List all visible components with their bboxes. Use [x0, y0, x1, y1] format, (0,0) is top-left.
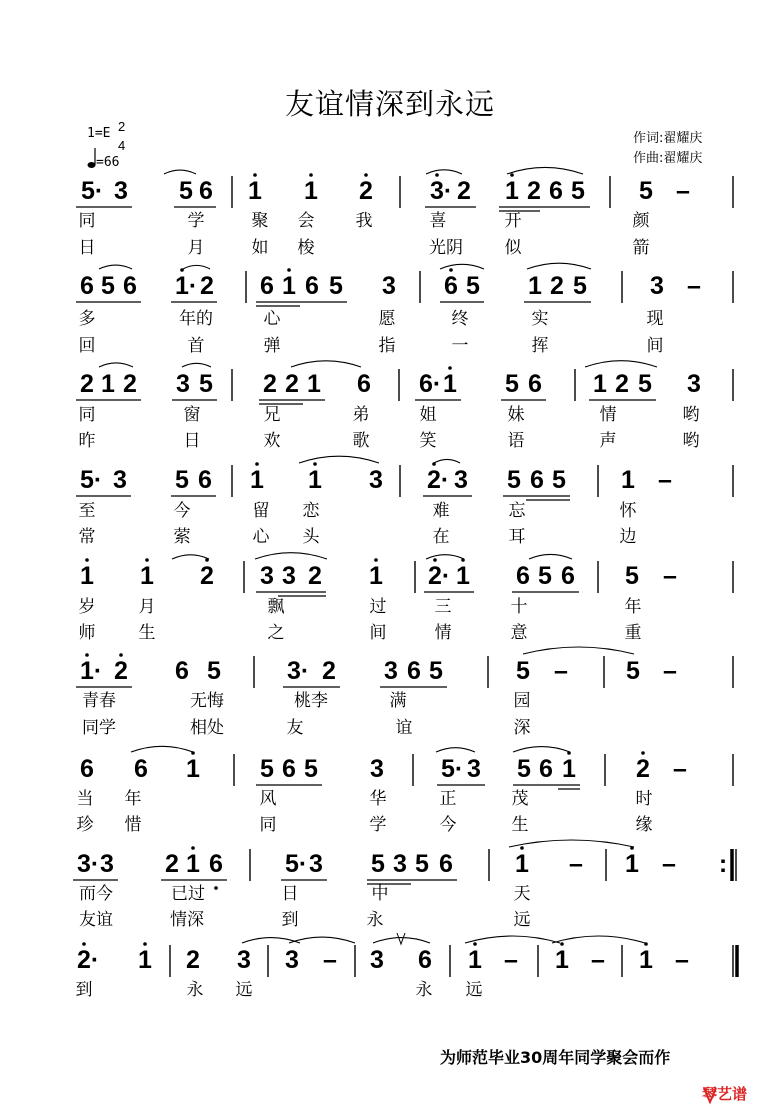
lyric-word: 年 — [624, 597, 642, 617]
lyric-word: 多 — [78, 309, 96, 329]
tempo-marking: =66 — [96, 155, 120, 170]
lyric-word: 生 — [511, 815, 529, 835]
note: 5 — [329, 272, 343, 300]
note: 3 — [114, 177, 128, 205]
lyric-word: 缘 — [635, 815, 653, 835]
note: 1 — [639, 946, 653, 974]
lyric-word: 难 — [432, 501, 450, 521]
note: 5 — [199, 370, 213, 398]
slur — [172, 555, 209, 559]
note: 5 — [179, 177, 193, 205]
note: · — [90, 850, 100, 878]
lyric-word: 如 — [251, 238, 269, 258]
lyric-word: 到 — [75, 980, 93, 1000]
note: 1 — [80, 657, 94, 685]
note: · — [432, 370, 442, 398]
note: 6 — [260, 272, 274, 300]
slur — [440, 264, 484, 269]
note: – — [662, 850, 676, 878]
lyric-word: 飘 — [267, 597, 285, 617]
note: 6 — [549, 177, 563, 205]
time-signature-bottom: 4 — [118, 138, 126, 153]
note: 1 — [101, 370, 115, 398]
note: 3 — [687, 370, 701, 398]
note: 1 — [175, 272, 189, 300]
lyric-word: 园 — [513, 691, 531, 711]
note: 6 — [357, 370, 371, 398]
note: – — [663, 562, 677, 590]
note: 5 — [573, 272, 587, 300]
lyric-word: 现 — [646, 309, 664, 329]
footer-dedication: 为师范毕业30周年同学聚会而作 — [440, 1048, 671, 1067]
note: 5 — [81, 177, 95, 205]
note: 3 — [260, 562, 274, 590]
lyric-word: 日 — [281, 884, 299, 904]
lyric-word: 姐 — [419, 405, 437, 425]
note: 3 — [393, 850, 407, 878]
note: 2 — [285, 370, 299, 398]
lyric-word: 师 — [78, 623, 96, 643]
note: 5 — [466, 272, 480, 300]
lyric-word: 过 — [369, 597, 387, 617]
note: 5 — [517, 755, 531, 783]
lyric-word: 时 — [635, 789, 653, 809]
note: 2 — [322, 657, 336, 685]
note: 2 — [80, 370, 94, 398]
lyric-word: 弟 — [352, 405, 370, 425]
slur — [523, 647, 634, 654]
lyric-word: 年的 — [179, 309, 213, 329]
note: 2 — [165, 850, 179, 878]
note: 6 — [134, 755, 148, 783]
note: 6 — [516, 562, 530, 590]
lyric-word: 生 — [138, 623, 156, 643]
low-octave-dot — [214, 886, 218, 890]
lyric-word: 远 — [235, 980, 253, 1000]
lyric-word: 同 — [78, 405, 96, 425]
note: 5 — [639, 177, 653, 205]
lyric-word: 边 — [619, 527, 637, 547]
note: 5 — [260, 755, 274, 783]
note: 5 — [371, 850, 385, 878]
note: 1 — [80, 562, 94, 590]
note: 5 — [516, 657, 530, 685]
lyric-word: 欢 — [263, 431, 281, 451]
slur — [436, 748, 475, 752]
note: 6 — [439, 850, 453, 878]
note: · — [454, 755, 464, 783]
note: : — [718, 850, 728, 878]
lyric-word: 光阴 — [429, 238, 463, 258]
note: 1 — [307, 370, 321, 398]
lyric-word: 今 — [173, 501, 191, 521]
note: 6 — [407, 657, 421, 685]
lyric-word: 谊 — [395, 718, 413, 738]
lyric-word: 已过 — [171, 884, 205, 904]
lyric-word: 耳 — [508, 527, 526, 547]
note: 3 — [100, 850, 114, 878]
composer-credit: 作曲:翟耀庆 — [633, 151, 703, 166]
lyric-word: 恋 — [302, 501, 320, 521]
slur — [465, 936, 560, 943]
note: 2 — [550, 272, 564, 300]
note: 1 — [562, 755, 576, 783]
lyric-word: 歌 — [352, 431, 370, 451]
slur — [164, 170, 196, 174]
slur — [509, 840, 634, 847]
note: 6 — [199, 177, 213, 205]
lyric-word: 月 — [138, 597, 156, 617]
note: 3 — [285, 946, 299, 974]
note: 3 — [382, 272, 396, 300]
slur — [183, 265, 210, 269]
slur — [434, 459, 460, 463]
note: 3 — [113, 466, 127, 494]
lyric-word: 喜 — [429, 211, 447, 231]
note: 1 — [515, 850, 529, 878]
lyric-word: 相处 — [190, 718, 224, 738]
lyric-word: 珍 — [76, 815, 94, 835]
note: 1 — [248, 177, 262, 205]
slur — [99, 363, 133, 367]
note: 6 — [123, 272, 137, 300]
note: 3 — [287, 657, 301, 685]
note: · — [90, 946, 100, 974]
note: 3 — [369, 466, 383, 494]
note: 1 — [140, 562, 154, 590]
note: 6 — [80, 755, 94, 783]
lyric-word: 桃李 — [294, 691, 328, 711]
note: 5 — [207, 657, 221, 685]
note: – — [323, 946, 337, 974]
lyric-word: 实 — [531, 309, 549, 329]
lyric-word: 兄 — [263, 405, 281, 425]
lyric-word: 妹 — [507, 405, 525, 425]
slur — [426, 170, 462, 174]
lyric-word: 同 — [78, 211, 96, 231]
slur — [552, 936, 645, 943]
note: 3 — [370, 946, 384, 974]
note: 3 — [237, 946, 251, 974]
slur — [529, 554, 572, 559]
note: – — [663, 657, 677, 685]
note: 6 — [282, 755, 296, 783]
lyric-word: 天 — [513, 884, 531, 904]
lyric-word: 永 — [366, 910, 384, 930]
note: – — [554, 657, 568, 685]
note: 5 — [175, 466, 189, 494]
note: 1 — [456, 562, 470, 590]
note: 3 — [309, 850, 323, 878]
note: 6 — [175, 657, 189, 685]
site-logo: 琴艺谱 — [702, 1085, 748, 1103]
lyric-word: 哟 — [682, 431, 700, 451]
note: 6 — [80, 272, 94, 300]
lyric-word: 学 — [187, 211, 205, 231]
note: 2 — [636, 755, 650, 783]
note: 6 — [561, 562, 575, 590]
note: 5 — [285, 850, 299, 878]
note: 2 — [427, 466, 441, 494]
slur — [513, 747, 570, 752]
breath-mark-icon — [397, 933, 405, 944]
note: · — [300, 657, 310, 685]
note: 5 — [625, 562, 639, 590]
note: 1 — [625, 850, 639, 878]
slur — [131, 746, 193, 752]
lyric-word: 无悔 — [190, 691, 224, 711]
note: 1 — [593, 370, 607, 398]
note: 1 — [621, 466, 635, 494]
note: 5 — [441, 755, 455, 783]
note: · — [93, 466, 103, 494]
lyric-word: 心 — [252, 527, 270, 547]
lyric-word: 日 — [183, 431, 201, 451]
lyric-word: 之 — [267, 623, 285, 643]
note: 1 — [308, 466, 322, 494]
note: 3 — [467, 755, 481, 783]
note: 1 — [468, 946, 482, 974]
lyric-word: 聚 — [251, 211, 269, 231]
note: – — [675, 946, 689, 974]
lyric-word: 风 — [259, 789, 277, 809]
note: – — [687, 272, 701, 300]
note: 1 — [369, 562, 383, 590]
lyric-word: 今 — [439, 815, 457, 835]
lyric-word: 三 — [434, 597, 452, 617]
note: 1 — [186, 755, 200, 783]
note: 1 — [186, 850, 200, 878]
note: 1 — [528, 272, 542, 300]
lyric-word: 情 — [434, 623, 452, 643]
lyric-word: 日 — [78, 238, 96, 258]
note: 3 — [370, 755, 384, 783]
note: 2 — [615, 370, 629, 398]
lyric-word: 到 — [281, 910, 299, 930]
lyric-word: 箭 — [632, 238, 650, 258]
lyric-word: 在 — [432, 527, 450, 547]
lyric-word: 愿 — [378, 309, 396, 329]
lyric-word: 中 — [371, 884, 389, 904]
note: 3 — [650, 272, 664, 300]
lyric-word: 远 — [465, 980, 483, 1000]
lyric-word: 意 — [510, 623, 528, 643]
note: · — [94, 177, 104, 205]
lyric-word: 开 — [504, 211, 522, 231]
lyric-word: 挥 — [531, 336, 549, 356]
note: 5 — [507, 466, 521, 494]
key-signature: 1=E — [87, 126, 111, 141]
note: 6 — [418, 946, 432, 974]
note: 2 — [77, 946, 91, 974]
lyric-word: 华 — [369, 789, 387, 809]
note: 2 — [186, 946, 200, 974]
lyric-word: 间 — [646, 336, 664, 356]
lyric-word: 友 — [286, 718, 304, 738]
note: 2 — [200, 562, 214, 590]
lyric-word: 永 — [415, 980, 433, 1000]
lyric-word: 月 — [187, 238, 205, 258]
note: 2 — [200, 272, 214, 300]
note: 5 — [304, 755, 318, 783]
lyric-word: 十 — [510, 597, 528, 617]
lyric-word: 声 — [599, 431, 617, 451]
time-signature-top: 2 — [118, 119, 126, 134]
note: 5 — [552, 466, 566, 494]
note: 6 — [530, 466, 544, 494]
note: · — [443, 177, 453, 205]
note: 2 — [457, 177, 471, 205]
lyric-word: 梭 — [297, 238, 315, 258]
note: 6 — [198, 466, 212, 494]
lyric-word: 情深 — [170, 910, 204, 930]
lyric-word: 我 — [355, 211, 373, 231]
slur — [182, 363, 211, 367]
note: 6 — [539, 755, 553, 783]
note: 6 — [444, 272, 458, 300]
slur — [291, 361, 361, 367]
note: 1 — [555, 946, 569, 974]
lyric-word: 间 — [369, 623, 387, 643]
slur — [527, 263, 591, 269]
lyric-word: 头 — [302, 527, 320, 547]
note: – — [658, 466, 672, 494]
song-title: 友谊情深到永远 — [284, 87, 495, 121]
lyric-word: 至 — [78, 501, 96, 521]
note: · — [298, 850, 308, 878]
lyric-word: 青春 — [82, 691, 116, 711]
lyric-word: 心 — [263, 309, 281, 329]
note: 3 — [282, 562, 296, 590]
lyric-word: 当 — [76, 789, 94, 809]
note: 3 — [384, 657, 398, 685]
note: · — [188, 272, 198, 300]
note: – — [591, 946, 605, 974]
note: 5 — [429, 657, 443, 685]
note: · — [440, 466, 450, 494]
note: 2 — [263, 370, 277, 398]
lyric-word: 留 — [252, 501, 270, 521]
lyric-word: 怀 — [619, 501, 637, 521]
note: 3 — [430, 177, 444, 205]
note: 2 — [428, 562, 442, 590]
note: – — [504, 946, 518, 974]
lyric-word: 满 — [389, 691, 407, 711]
lyric-word: 深 — [513, 718, 531, 738]
lyric-word: 惜 — [124, 815, 142, 835]
lyric-word: 情 — [599, 405, 617, 425]
slur — [299, 456, 379, 463]
lyric-word: 忘 — [508, 501, 526, 521]
note: 1 — [443, 370, 457, 398]
note: – — [676, 177, 690, 205]
lyric-word: 会 — [297, 211, 315, 231]
lyric-word: 回 — [78, 336, 96, 356]
note: 2 — [527, 177, 541, 205]
note: 5 — [415, 850, 429, 878]
note: · — [441, 562, 451, 590]
lyric-word: 同 — [259, 815, 277, 835]
note: 5 — [571, 177, 585, 205]
lyric-word: 正 — [439, 789, 457, 809]
note: 6 — [419, 370, 433, 398]
note: · — [93, 657, 103, 685]
note: 1 — [250, 466, 264, 494]
slur — [255, 553, 327, 559]
note: 1 — [282, 272, 296, 300]
lyric-word: 指 — [378, 336, 396, 356]
lyric-word: 友谊 — [79, 910, 113, 930]
note: 5 — [80, 466, 94, 494]
lyric-word: 永 — [186, 980, 204, 1000]
lyric-word: 昨 — [78, 431, 96, 451]
slur — [507, 167, 583, 174]
lyric-word: 茂 — [511, 789, 529, 809]
lyric-word: 重 — [624, 623, 642, 643]
note: 5 — [505, 370, 519, 398]
slur — [426, 555, 464, 559]
note: 5 — [101, 272, 115, 300]
lyric-word: 窗 — [183, 405, 201, 425]
note: 2 — [359, 177, 373, 205]
note: 3 — [77, 850, 91, 878]
note: 5 — [538, 562, 552, 590]
lyric-word: 哟 — [682, 405, 700, 425]
note: – — [673, 755, 687, 783]
lyric-word: 而今 — [79, 884, 113, 904]
lyric-word: 终 — [451, 309, 469, 329]
lyric-word: 学 — [369, 815, 387, 835]
note: 2 — [123, 370, 137, 398]
lyric-word: 弹 — [263, 336, 281, 356]
lyric-word: 颜 — [632, 211, 650, 231]
lyric-word: 年 — [124, 789, 142, 809]
lyric-word: 语 — [507, 431, 525, 451]
lyric-word: 首 — [187, 336, 205, 356]
lyricist-credit: 作词:翟耀庆 — [633, 131, 703, 146]
slur — [585, 361, 657, 367]
lyric-word: 常 — [78, 527, 96, 547]
note: 1 — [138, 946, 152, 974]
note: 5 — [626, 657, 640, 685]
lyric-word: 萦 — [173, 527, 191, 547]
lyric-word: 笑 — [419, 431, 437, 451]
note: 5 — [638, 370, 652, 398]
note: 2 — [114, 657, 128, 685]
lyric-word: 似 — [504, 238, 522, 258]
note: 3 — [454, 466, 468, 494]
note: 3 — [176, 370, 190, 398]
lyric-word: 岁 — [78, 597, 96, 617]
note: – — [569, 850, 583, 878]
note: 6 — [305, 272, 319, 300]
note: 6 — [528, 370, 542, 398]
lyric-word: 同学 — [82, 718, 116, 738]
note: 6 — [209, 850, 223, 878]
slur — [99, 265, 132, 269]
lyric-word: 一 — [451, 336, 469, 356]
note: 1 — [505, 177, 519, 205]
note: 2 — [308, 562, 322, 590]
note: 1 — [304, 177, 318, 205]
lyric-word: 远 — [513, 910, 531, 930]
